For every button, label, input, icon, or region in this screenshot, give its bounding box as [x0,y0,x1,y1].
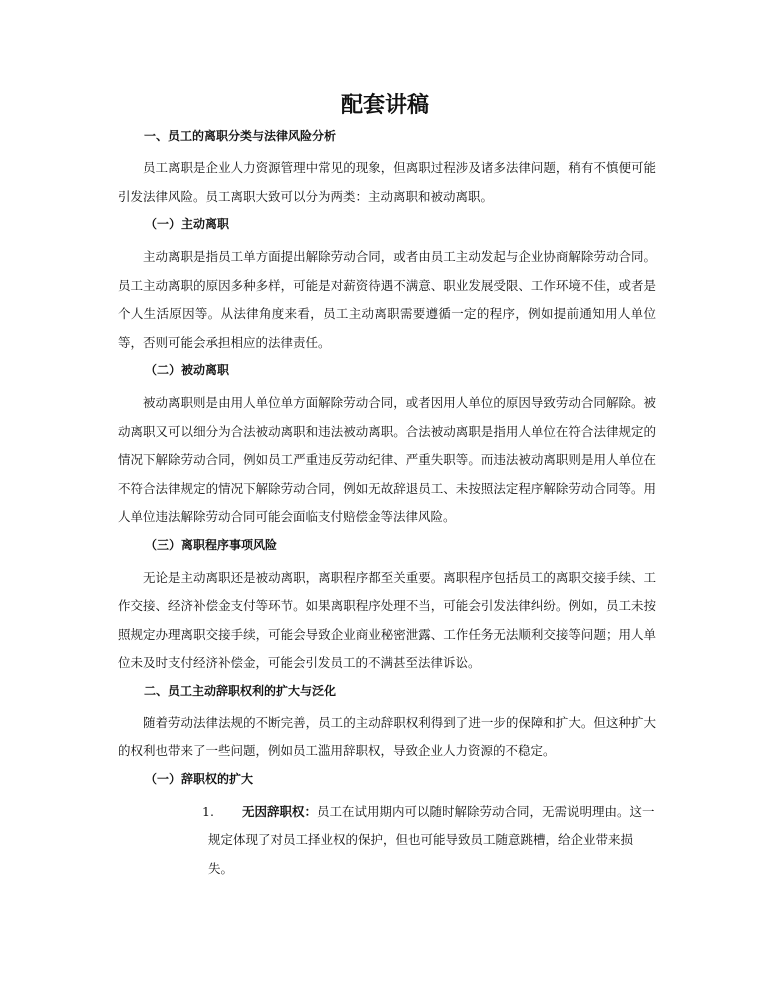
section-1-2-text: 被动离职则是由用人单位单方面解除劳动合同，或者因用人单位的原因导致劳动合同解除。被动离职又可以细分为合法被动离职和违法被动离职。合法被动离职是指用人单位在符合法律规定的情况下解除劳动合同，例如员工严重违反劳动纪律、严重失职等。而违法被动离职则是用人单位在不符合法律规定的情况下解除劳动合同，例如无故辞退员工、未按照法定程序解除劳动合同等。用人单位违法解除劳动合同可能会面临支付赔偿金等法律风险。 [118,395,656,524]
page-title: 配套讲稿 [340,92,429,118]
section-1-1-heading: （一）主动离职 [145,217,230,231]
list-item-label: 无因辞职权： [242,803,318,819]
section-2-intro: 随着劳动法律法规的不断完善，员工的主动辞职权利得到了进一步的保障和扩大。但这种扩大的权利也带来了一些问题，例如员工滥用辞职权，导致企业人力资源的不稳定。 [118,714,656,758]
section-2-heading: 二、员工主动辞职权利的扩大与泛化 [144,683,337,698]
section-1-heading: 一、员工的离职分类与法律风险分析 [144,129,337,143]
section-1-3-heading: （三）离职程序事项风险 [145,537,278,552]
section-1-intro: 员工离职是企业人力资源管理中常见的现象，但离职过程涉及诸多法律问题，稍有不慎便可能引发法律风险。员工离职大致可以分为两类：主动离职和被动离职。 [118,160,656,204]
section-1-3-text: 无论是主动离职还是被动离职，离职程序都至关重要。离职程序包括员工的离职交接手续、工作交接、经济补偿金支付等环节。如果离职程序处理不当，可能会引发法律纠纷。例如，员工未按照规定办理离职交接手续，可能会导致企业商业秘密泄露、工作任务无法顺利交接等问题；用人单位未及时支付经济补偿金，可能会引发员工的不满甚至法律诉讼。 [118,569,656,670]
document-body [118,126,656,883]
list-item [163,798,656,884]
section-1-2-heading: （二）被动离职 [145,363,230,377]
list-item-number: 1. [202,803,214,819]
list-item-text: 员工在试用期内可以随时解除劳动合同，无需说明理由。这一规定体现了对员工择业权的保护，但也可能导致员工随意跳槽，给企业带来损失。 [208,803,655,876]
section-2-1-heading: （一）辞职权的扩大 [145,771,254,786]
section-1-1-text: 主动离职是指员工单方面提出解除劳动合同，或者由员工主动发起与企业协商解除劳动合同。员工主动离职的原因多种多样，可能是对薪资待遇不满意、职业发展受限、工作环境不佳，或者是个人生活原因等。从法律角度来看，员工主动离职需要遵循一定的程序，例如提前通知用人单位等，否则可能会承担相应的法律责任。 [118,249,656,350]
